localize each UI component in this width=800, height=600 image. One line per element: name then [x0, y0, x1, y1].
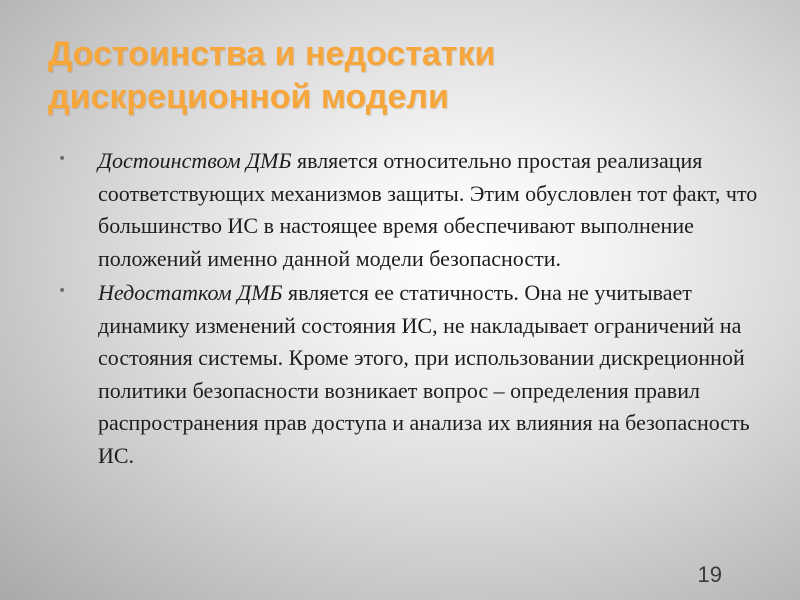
slide-number: 19 [697, 562, 722, 587]
disadvantage-text: является ее статичность. Она не учитывает динамику изменений состояния ИС, не накладывает ограничений на состояния системы. Кроме этого, при использовании дискреционной политики безопасности возникает вопрос – определения правил распространения прав доступа и анализа их влияния на безопасность ИС. [98, 280, 750, 468]
bullet-dot-icon: • [58, 283, 67, 299]
bullet-dot-icon: • [58, 151, 67, 167]
advantage-term: Достоинством ДМБ [98, 148, 292, 173]
bullet-advantage [58, 145, 758, 275]
advantage-text: является относительно простая реализация соответствующих механизмов защиты. Этим обусловлен тот факт, что большинство ИС в настоящее время обеспечивают выполнение положений именно данной модели безопасности. [98, 148, 758, 271]
slide-title: Достоинства и недостатки дискреционной модели [48, 35, 496, 116]
disadvantage-term: Недостатком ДМБ [98, 280, 283, 305]
bullet-list [58, 145, 758, 474]
bullet-disadvantage [58, 277, 758, 472]
